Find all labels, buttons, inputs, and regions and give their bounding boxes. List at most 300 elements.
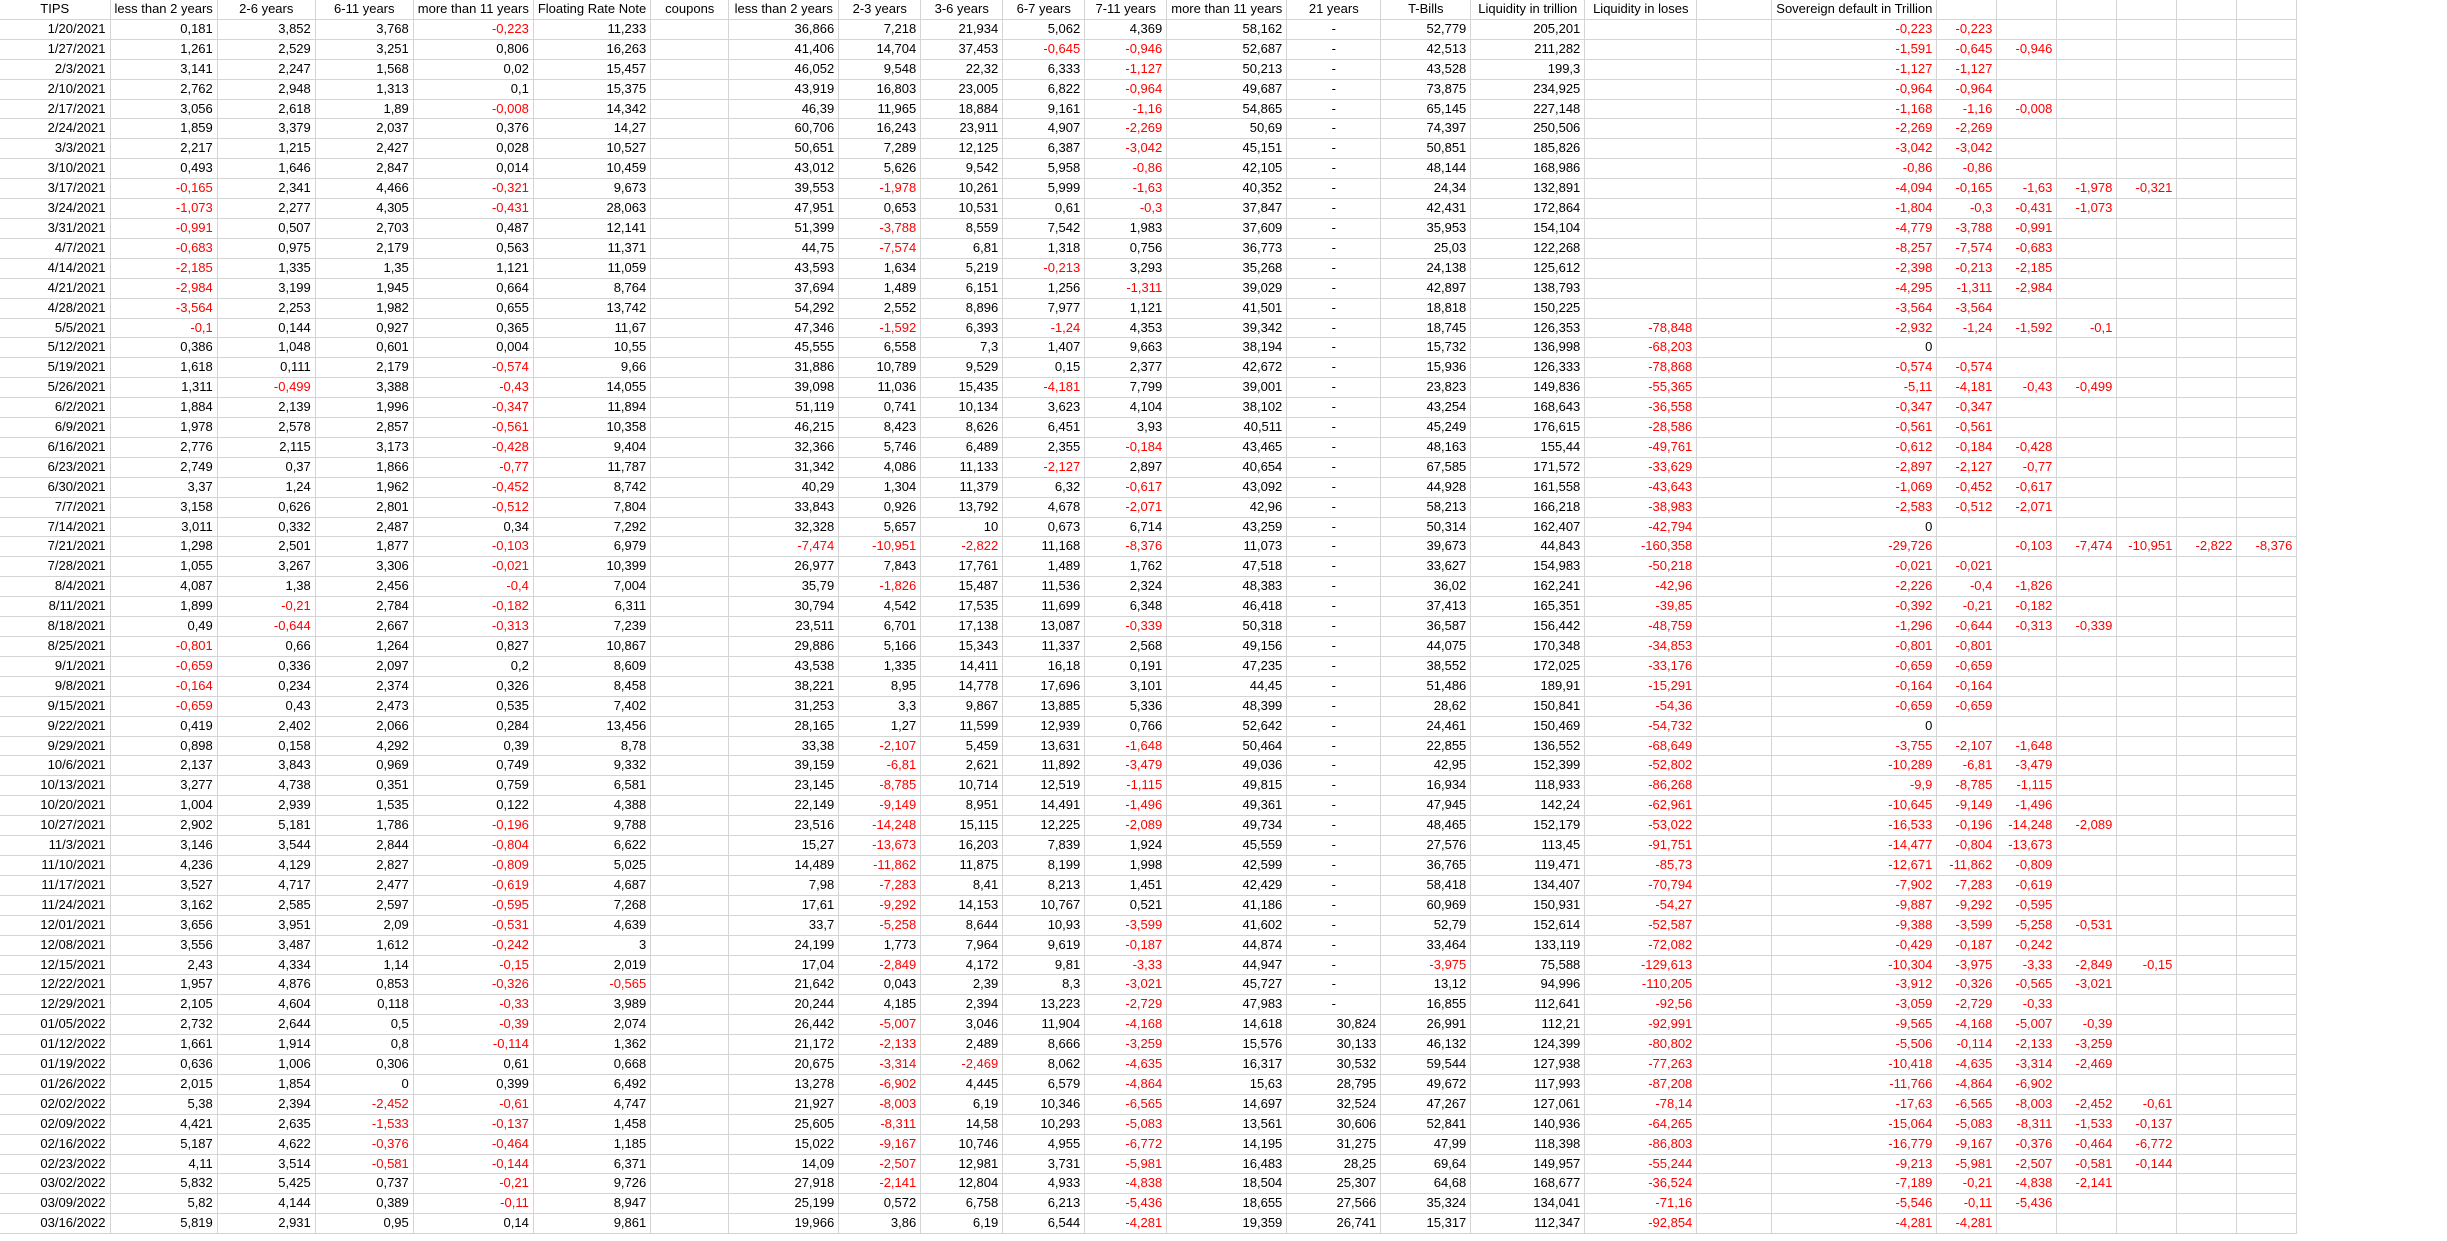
table-cell[interactable]: 0,806 <box>413 39 533 59</box>
table-cell[interactable]: 0,332 <box>217 517 315 537</box>
table-cell[interactable] <box>2117 597 2177 617</box>
table-cell[interactable]: -0,196 <box>413 816 533 836</box>
table-cell[interactable]: 14,778 <box>921 676 1003 696</box>
table-cell[interactable]: 0,234 <box>217 676 315 696</box>
table-cell[interactable]: -0,565 <box>1997 975 2057 995</box>
table-cell[interactable]: 50,318 <box>1167 617 1287 637</box>
table-cell[interactable]: -0,431 <box>413 199 533 219</box>
table-cell[interactable]: 2,801 <box>315 497 413 517</box>
table-cell[interactable]: -0,659 <box>110 696 217 716</box>
table-cell[interactable] <box>2177 1055 2237 1075</box>
table-cell[interactable]: -0,581 <box>2057 1154 2117 1174</box>
table-cell[interactable]: -9,887 <box>1772 895 1937 915</box>
table-cell[interactable] <box>1697 477 1772 497</box>
table-cell[interactable]: 2,621 <box>921 756 1003 776</box>
table-cell[interactable]: 20,244 <box>729 995 839 1015</box>
table-cell[interactable]: -10,951 <box>2117 537 2177 557</box>
date-cell[interactable]: 01/12/2022 <box>0 1035 110 1055</box>
table-cell[interactable] <box>651 1055 729 1075</box>
table-cell[interactable]: -3,042 <box>1937 139 1997 159</box>
table-cell[interactable]: 37,694 <box>729 278 839 298</box>
date-cell[interactable]: 2/24/2021 <box>0 119 110 139</box>
table-cell[interactable]: 11,233 <box>533 19 650 39</box>
table-cell[interactable] <box>2177 338 2237 358</box>
table-cell[interactable] <box>2177 776 2237 796</box>
table-cell[interactable]: 49,361 <box>1167 796 1287 816</box>
table-cell[interactable] <box>1997 338 2057 358</box>
table-cell[interactable]: 9,867 <box>921 696 1003 716</box>
table-cell[interactable] <box>2117 457 2177 477</box>
table-cell[interactable]: -0,321 <box>2117 179 2177 199</box>
table-cell[interactable]: 11,536 <box>1003 577 1085 597</box>
table-cell[interactable]: 2,552 <box>839 298 921 318</box>
table-cell[interactable]: 11,892 <box>1003 756 1085 776</box>
table-cell[interactable] <box>1697 975 1772 995</box>
table-cell[interactable]: -6,902 <box>1997 1074 2057 1094</box>
table-cell[interactable]: -5,546 <box>1772 1194 1937 1214</box>
table-cell[interactable] <box>1997 418 2057 438</box>
table-cell[interactable]: 5,626 <box>839 159 921 179</box>
table-cell[interactable]: -0,103 <box>413 537 533 557</box>
table-cell[interactable] <box>2237 398 2297 418</box>
table-cell[interactable]: 4,104 <box>1085 398 1167 418</box>
table-cell[interactable] <box>1697 418 1772 438</box>
table-cell[interactable]: 1,914 <box>217 1035 315 1055</box>
table-cell[interactable] <box>2237 736 2297 756</box>
table-cell[interactable]: 0,15 <box>1003 358 1085 378</box>
table-cell[interactable]: 1,311 <box>110 378 217 398</box>
table-cell[interactable]: 43,254 <box>1381 398 1471 418</box>
table-cell[interactable]: 12,141 <box>533 218 650 238</box>
date-cell[interactable]: 9/29/2021 <box>0 736 110 756</box>
table-cell[interactable]: 2,948 <box>217 79 315 99</box>
table-cell[interactable] <box>1697 159 1772 179</box>
table-cell[interactable] <box>2237 477 2297 497</box>
table-cell[interactable] <box>2237 816 2297 836</box>
table-cell[interactable]: -4,181 <box>1003 378 1085 398</box>
table-cell[interactable]: 2,105 <box>110 995 217 1015</box>
table-cell[interactable]: 16,18 <box>1003 656 1085 676</box>
table-cell[interactable]: 11,699 <box>1003 597 1085 617</box>
table-cell[interactable]: 30,133 <box>1287 1035 1381 1055</box>
table-cell[interactable]: -2,729 <box>1937 995 1997 1015</box>
table-cell[interactable]: -0,809 <box>413 855 533 875</box>
table-cell[interactable]: 4,087 <box>110 577 217 597</box>
table-cell[interactable]: 49,156 <box>1167 637 1287 657</box>
table-cell[interactable]: 1,264 <box>315 637 413 657</box>
table-cell[interactable] <box>2237 637 2297 657</box>
table-cell[interactable]: 2,115 <box>217 437 315 457</box>
table-cell[interactable]: -1,127 <box>1085 59 1167 79</box>
table-cell[interactable]: -29,726 <box>1772 537 1937 557</box>
table-cell[interactable]: -2,452 <box>2057 1094 2117 1114</box>
table-cell[interactable] <box>2177 1154 2237 1174</box>
table-cell[interactable] <box>1697 816 1772 836</box>
table-cell[interactable] <box>2057 99 2117 119</box>
table-cell[interactable] <box>2237 358 2297 378</box>
date-cell[interactable]: 3/10/2021 <box>0 159 110 179</box>
table-cell[interactable] <box>1697 1214 1772 1234</box>
table-cell[interactable]: - <box>1287 875 1381 895</box>
table-cell[interactable] <box>651 577 729 597</box>
table-cell[interactable]: -0,313 <box>1997 617 2057 637</box>
table-cell[interactable]: -36,558 <box>1585 398 1697 418</box>
table-cell[interactable]: 150,931 <box>1471 895 1585 915</box>
table-cell[interactable]: 7,402 <box>533 696 650 716</box>
table-cell[interactable]: -8,003 <box>1997 1094 2057 1114</box>
table-cell[interactable] <box>2177 816 2237 836</box>
table-cell[interactable] <box>1697 19 1772 39</box>
table-cell[interactable] <box>2177 19 2237 39</box>
table-cell[interactable]: 28,165 <box>729 716 839 736</box>
table-cell[interactable] <box>2057 298 2117 318</box>
table-cell[interactable]: -2,127 <box>1937 457 1997 477</box>
table-cell[interactable] <box>1997 1214 2057 1234</box>
table-cell[interactable]: -0,21 <box>1937 1174 1997 1194</box>
date-cell[interactable]: 11/24/2021 <box>0 895 110 915</box>
table-cell[interactable]: -52,587 <box>1585 915 1697 935</box>
table-cell[interactable]: -71,16 <box>1585 1194 1697 1214</box>
table-cell[interactable] <box>2177 875 2237 895</box>
table-cell[interactable]: - <box>1287 816 1381 836</box>
table-cell[interactable]: 27,566 <box>1287 1194 1381 1214</box>
table-cell[interactable] <box>2177 895 2237 915</box>
table-cell[interactable]: 9,332 <box>533 756 650 776</box>
table-cell[interactable]: 3,141 <box>110 59 217 79</box>
table-cell[interactable] <box>651 99 729 119</box>
table-cell[interactable]: 12,939 <box>1003 716 1085 736</box>
table-cell[interactable]: 45,727 <box>1167 975 1287 995</box>
table-cell[interactable]: 0,626 <box>217 497 315 517</box>
table-cell[interactable] <box>2237 1114 2297 1134</box>
table-cell[interactable]: -0,187 <box>1085 935 1167 955</box>
table-cell[interactable] <box>1697 935 1772 955</box>
table-cell[interactable]: 12,125 <box>921 139 1003 159</box>
table-cell[interactable] <box>2117 577 2177 597</box>
table-cell[interactable]: 49,815 <box>1167 776 1287 796</box>
table-cell[interactable]: -42,794 <box>1585 517 1697 537</box>
table-cell[interactable]: 50,314 <box>1381 517 1471 537</box>
table-cell[interactable]: 3,623 <box>1003 398 1085 418</box>
column-header[interactable]: 21 years <box>1287 0 1381 19</box>
table-cell[interactable]: -0,595 <box>1997 895 2057 915</box>
table-cell[interactable] <box>1997 19 2057 39</box>
table-cell[interactable]: 10,767 <box>1003 895 1085 915</box>
table-cell[interactable]: 199,3 <box>1471 59 1585 79</box>
table-cell[interactable]: 0,144 <box>217 318 315 338</box>
table-cell[interactable]: 0,759 <box>413 776 533 796</box>
table-cell[interactable] <box>2057 258 2117 278</box>
table-cell[interactable]: 5,187 <box>110 1134 217 1154</box>
table-cell[interactable] <box>2177 318 2237 338</box>
table-cell[interactable]: -8,376 <box>1085 537 1167 557</box>
table-cell[interactable]: 2,427 <box>315 139 413 159</box>
table-cell[interactable]: 0,853 <box>315 975 413 995</box>
table-cell[interactable]: -9,167 <box>1937 1134 1997 1154</box>
table-cell[interactable]: 37,609 <box>1167 218 1287 238</box>
table-cell[interactable]: - <box>1287 955 1381 975</box>
table-cell[interactable]: -53,022 <box>1585 816 1697 836</box>
table-cell[interactable]: -7,189 <box>1772 1174 1937 1194</box>
table-cell[interactable]: 0,181 <box>110 19 217 39</box>
table-cell[interactable]: 16,934 <box>1381 776 1471 796</box>
table-cell[interactable] <box>651 955 729 975</box>
table-cell[interactable] <box>2117 418 2177 438</box>
table-cell[interactable] <box>2237 895 2297 915</box>
table-cell[interactable]: -0,659 <box>1772 696 1937 716</box>
table-cell[interactable]: 9,529 <box>921 358 1003 378</box>
table-cell[interactable] <box>2237 995 2297 1015</box>
table-cell[interactable]: 8,95 <box>839 676 921 696</box>
table-cell[interactable]: 205,201 <box>1471 19 1585 39</box>
table-cell[interactable]: 6,822 <box>1003 79 1085 99</box>
table-cell[interactable] <box>2177 597 2237 617</box>
table-cell[interactable] <box>2237 159 2297 179</box>
table-cell[interactable]: 8,951 <box>921 796 1003 816</box>
table-cell[interactable]: 12,981 <box>921 1154 1003 1174</box>
table-cell[interactable]: 15,732 <box>1381 338 1471 358</box>
table-cell[interactable] <box>1697 776 1772 796</box>
table-cell[interactable] <box>2237 756 2297 776</box>
table-cell[interactable]: 42,95 <box>1381 756 1471 776</box>
table-cell[interactable]: 11,904 <box>1003 1015 1085 1035</box>
table-cell[interactable] <box>2117 696 2177 716</box>
table-cell[interactable] <box>651 716 729 736</box>
table-cell[interactable] <box>2117 59 2177 79</box>
table-cell[interactable]: 64,68 <box>1381 1174 1471 1194</box>
table-cell[interactable]: 10,93 <box>1003 915 1085 935</box>
table-cell[interactable]: 44,928 <box>1381 477 1471 497</box>
table-cell[interactable]: 4,738 <box>217 776 315 796</box>
table-cell[interactable]: 41,186 <box>1167 895 1287 915</box>
table-cell[interactable]: -0,347 <box>1937 398 1997 418</box>
table-cell[interactable] <box>1697 557 1772 577</box>
table-cell[interactable]: -1,826 <box>839 577 921 597</box>
table-cell[interactable]: 136,998 <box>1471 338 1585 358</box>
table-cell[interactable]: 75,588 <box>1471 955 1585 975</box>
date-cell[interactable]: 1/20/2021 <box>0 19 110 39</box>
table-cell[interactable]: -0,617 <box>1085 477 1167 497</box>
table-cell[interactable]: -7,474 <box>2057 537 2117 557</box>
table-cell[interactable]: -0,137 <box>413 1114 533 1134</box>
table-cell[interactable] <box>1697 796 1772 816</box>
table-cell[interactable]: -3,259 <box>2057 1035 2117 1055</box>
table-cell[interactable] <box>1697 298 1772 318</box>
table-cell[interactable]: -91,751 <box>1585 836 1697 856</box>
table-cell[interactable]: -2,226 <box>1772 577 1937 597</box>
table-cell[interactable]: 9,788 <box>533 816 650 836</box>
table-cell[interactable] <box>651 975 729 995</box>
table-cell[interactable]: -10,304 <box>1772 955 1937 975</box>
table-cell[interactable] <box>2117 855 2177 875</box>
table-cell[interactable]: 250,506 <box>1471 119 1585 139</box>
table-cell[interactable]: 14,58 <box>921 1114 1003 1134</box>
table-cell[interactable]: 4,466 <box>315 179 413 199</box>
table-cell[interactable]: -54,732 <box>1585 716 1697 736</box>
table-cell[interactable] <box>1585 39 1697 59</box>
table-cell[interactable]: 1,27 <box>839 716 921 736</box>
table-cell[interactable] <box>2057 338 2117 358</box>
table-cell[interactable] <box>1585 99 1697 119</box>
table-cell[interactable]: - <box>1287 637 1381 657</box>
table-cell[interactable] <box>1697 318 1772 338</box>
table-cell[interactable]: -2,269 <box>1772 119 1937 139</box>
table-cell[interactable]: 3,37 <box>110 477 217 497</box>
table-cell[interactable]: -0,223 <box>1937 19 1997 39</box>
table-cell[interactable]: - <box>1287 995 1381 1015</box>
table-cell[interactable]: 6,311 <box>533 597 650 617</box>
date-cell[interactable]: 1/27/2021 <box>0 39 110 59</box>
table-cell[interactable]: 5,958 <box>1003 159 1085 179</box>
table-cell[interactable]: 19,359 <box>1167 1214 1287 1234</box>
table-cell[interactable]: 16,243 <box>839 119 921 139</box>
table-cell[interactable]: -1,648 <box>1085 736 1167 756</box>
table-cell[interactable]: -2,729 <box>1085 995 1167 1015</box>
table-cell[interactable]: 24,461 <box>1381 716 1471 736</box>
table-cell[interactable] <box>2237 975 2297 995</box>
table-cell[interactable]: 0,5 <box>315 1015 413 1035</box>
table-cell[interactable]: 40,511 <box>1167 418 1287 438</box>
column-header[interactable]: Sovereign default in Trillion <box>1772 0 1937 19</box>
table-cell[interactable]: 1,983 <box>1085 218 1167 238</box>
table-cell[interactable]: 14,342 <box>533 99 650 119</box>
table-cell[interactable] <box>1697 577 1772 597</box>
table-cell[interactable]: 39,553 <box>729 179 839 199</box>
column-header[interactable]: 6-7 years <box>1003 0 1085 19</box>
table-cell[interactable]: 15,487 <box>921 577 1003 597</box>
table-cell[interactable]: -2,932 <box>1772 318 1937 338</box>
table-cell[interactable]: 170,348 <box>1471 637 1585 657</box>
table-cell[interactable]: 2,489 <box>921 1035 1003 1055</box>
table-cell[interactable]: 3,3 <box>839 696 921 716</box>
table-cell[interactable]: - <box>1287 119 1381 139</box>
table-cell[interactable]: 4,236 <box>110 855 217 875</box>
table-cell[interactable]: 31,275 <box>1287 1134 1381 1154</box>
table-cell[interactable]: 60,706 <box>729 119 839 139</box>
table-cell[interactable] <box>2117 1015 2177 1035</box>
table-cell[interactable]: 44,45 <box>1167 676 1287 696</box>
table-cell[interactable]: -9,167 <box>839 1134 921 1154</box>
table-cell[interactable]: - <box>1287 477 1381 497</box>
table-cell[interactable]: -87,208 <box>1585 1074 1697 1094</box>
table-cell[interactable] <box>651 159 729 179</box>
table-cell[interactable]: 43,092 <box>1167 477 1287 497</box>
table-cell[interactable] <box>2057 756 2117 776</box>
date-cell[interactable]: 02/23/2022 <box>0 1154 110 1174</box>
table-cell[interactable]: -0,11 <box>413 1194 533 1214</box>
table-cell[interactable]: 37,847 <box>1167 199 1287 219</box>
table-cell[interactable]: -0,683 <box>1997 238 2057 258</box>
table-cell[interactable] <box>2177 1134 2237 1154</box>
table-cell[interactable]: -86,803 <box>1585 1134 1697 1154</box>
table-cell[interactable]: -4,779 <box>1772 218 1937 238</box>
table-cell[interactable]: 19,966 <box>729 1214 839 1234</box>
table-cell[interactable] <box>1697 437 1772 457</box>
date-cell[interactable]: 7/28/2021 <box>0 557 110 577</box>
date-cell[interactable]: 8/25/2021 <box>0 637 110 657</box>
table-cell[interactable]: - <box>1287 935 1381 955</box>
table-cell[interactable]: 0,898 <box>110 736 217 756</box>
table-cell[interactable]: 6,579 <box>1003 1074 1085 1094</box>
table-cell[interactable] <box>2057 79 2117 99</box>
table-cell[interactable] <box>1697 736 1772 756</box>
table-cell[interactable]: - <box>1287 676 1381 696</box>
table-cell[interactable]: -0,184 <box>1085 437 1167 457</box>
table-cell[interactable]: -9,292 <box>839 895 921 915</box>
table-cell[interactable]: 11,965 <box>839 99 921 119</box>
table-cell[interactable]: -1,592 <box>839 318 921 338</box>
table-cell[interactable] <box>2237 875 2297 895</box>
table-cell[interactable]: 11,059 <box>533 258 650 278</box>
date-cell[interactable]: 8/18/2021 <box>0 617 110 637</box>
date-cell[interactable]: 10/6/2021 <box>0 756 110 776</box>
table-cell[interactable]: 10,346 <box>1003 1094 1085 1114</box>
table-cell[interactable] <box>2057 477 2117 497</box>
table-cell[interactable]: -0,964 <box>1085 79 1167 99</box>
table-cell[interactable] <box>2177 418 2237 438</box>
table-cell[interactable]: -0,617 <box>1997 477 2057 497</box>
table-cell[interactable]: 5,832 <box>110 1174 217 1194</box>
table-cell[interactable]: -2,269 <box>1085 119 1167 139</box>
table-cell[interactable] <box>651 1174 729 1194</box>
table-cell[interactable]: 18,504 <box>1167 1174 1287 1194</box>
table-cell[interactable]: -0,43 <box>1997 378 2057 398</box>
date-cell[interactable]: 03/16/2022 <box>0 1214 110 1234</box>
table-cell[interactable] <box>1697 59 1772 79</box>
table-cell[interactable]: 1,535 <box>315 796 413 816</box>
table-cell[interactable]: 0,306 <box>315 1055 413 1075</box>
table-cell[interactable]: 9,861 <box>533 1214 650 1234</box>
table-cell[interactable]: 35,953 <box>1381 218 1471 238</box>
table-cell[interactable]: 50,464 <box>1167 736 1287 756</box>
table-cell[interactable]: 6,758 <box>921 1194 1003 1214</box>
table-cell[interactable]: -3,314 <box>1997 1055 2057 1075</box>
table-cell[interactable]: 6,701 <box>839 617 921 637</box>
table-cell[interactable]: 8,947 <box>533 1194 650 1214</box>
table-cell[interactable] <box>1697 915 1772 935</box>
table-cell[interactable]: -68,203 <box>1585 338 1697 358</box>
table-cell[interactable]: 23,911 <box>921 119 1003 139</box>
table-cell[interactable]: 1,38 <box>217 577 315 597</box>
table-cell[interactable]: 6,371 <box>533 1154 650 1174</box>
table-cell[interactable] <box>2237 59 2297 79</box>
table-cell[interactable] <box>1697 1055 1772 1075</box>
table-cell[interactable]: 0,118 <box>315 995 413 1015</box>
table-cell[interactable]: 0,61 <box>413 1055 533 1075</box>
table-cell[interactable]: 52,642 <box>1167 716 1287 736</box>
table-cell[interactable]: -12,671 <box>1772 855 1937 875</box>
table-cell[interactable] <box>2057 637 2117 657</box>
table-cell[interactable] <box>651 517 729 537</box>
table-cell[interactable]: -3,564 <box>1772 298 1937 318</box>
table-cell[interactable]: -0,008 <box>413 99 533 119</box>
table-cell[interactable] <box>1697 716 1772 736</box>
table-cell[interactable] <box>2117 1174 2177 1194</box>
table-cell[interactable]: 7,289 <box>839 139 921 159</box>
table-cell[interactable]: -4,635 <box>1085 1055 1167 1075</box>
table-cell[interactable]: -1,978 <box>839 179 921 199</box>
table-cell[interactable] <box>2237 1154 2297 1174</box>
table-cell[interactable] <box>2117 19 2177 39</box>
table-cell[interactable]: 10 <box>921 517 1003 537</box>
table-cell[interactable]: 15,115 <box>921 816 1003 836</box>
table-cell[interactable] <box>1697 39 1772 59</box>
table-cell[interactable]: 4,955 <box>1003 1134 1085 1154</box>
table-cell[interactable]: -0,39 <box>2057 1015 2117 1035</box>
table-cell[interactable]: -78,848 <box>1585 318 1697 338</box>
table-cell[interactable] <box>1937 338 1997 358</box>
table-cell[interactable] <box>2237 617 2297 637</box>
